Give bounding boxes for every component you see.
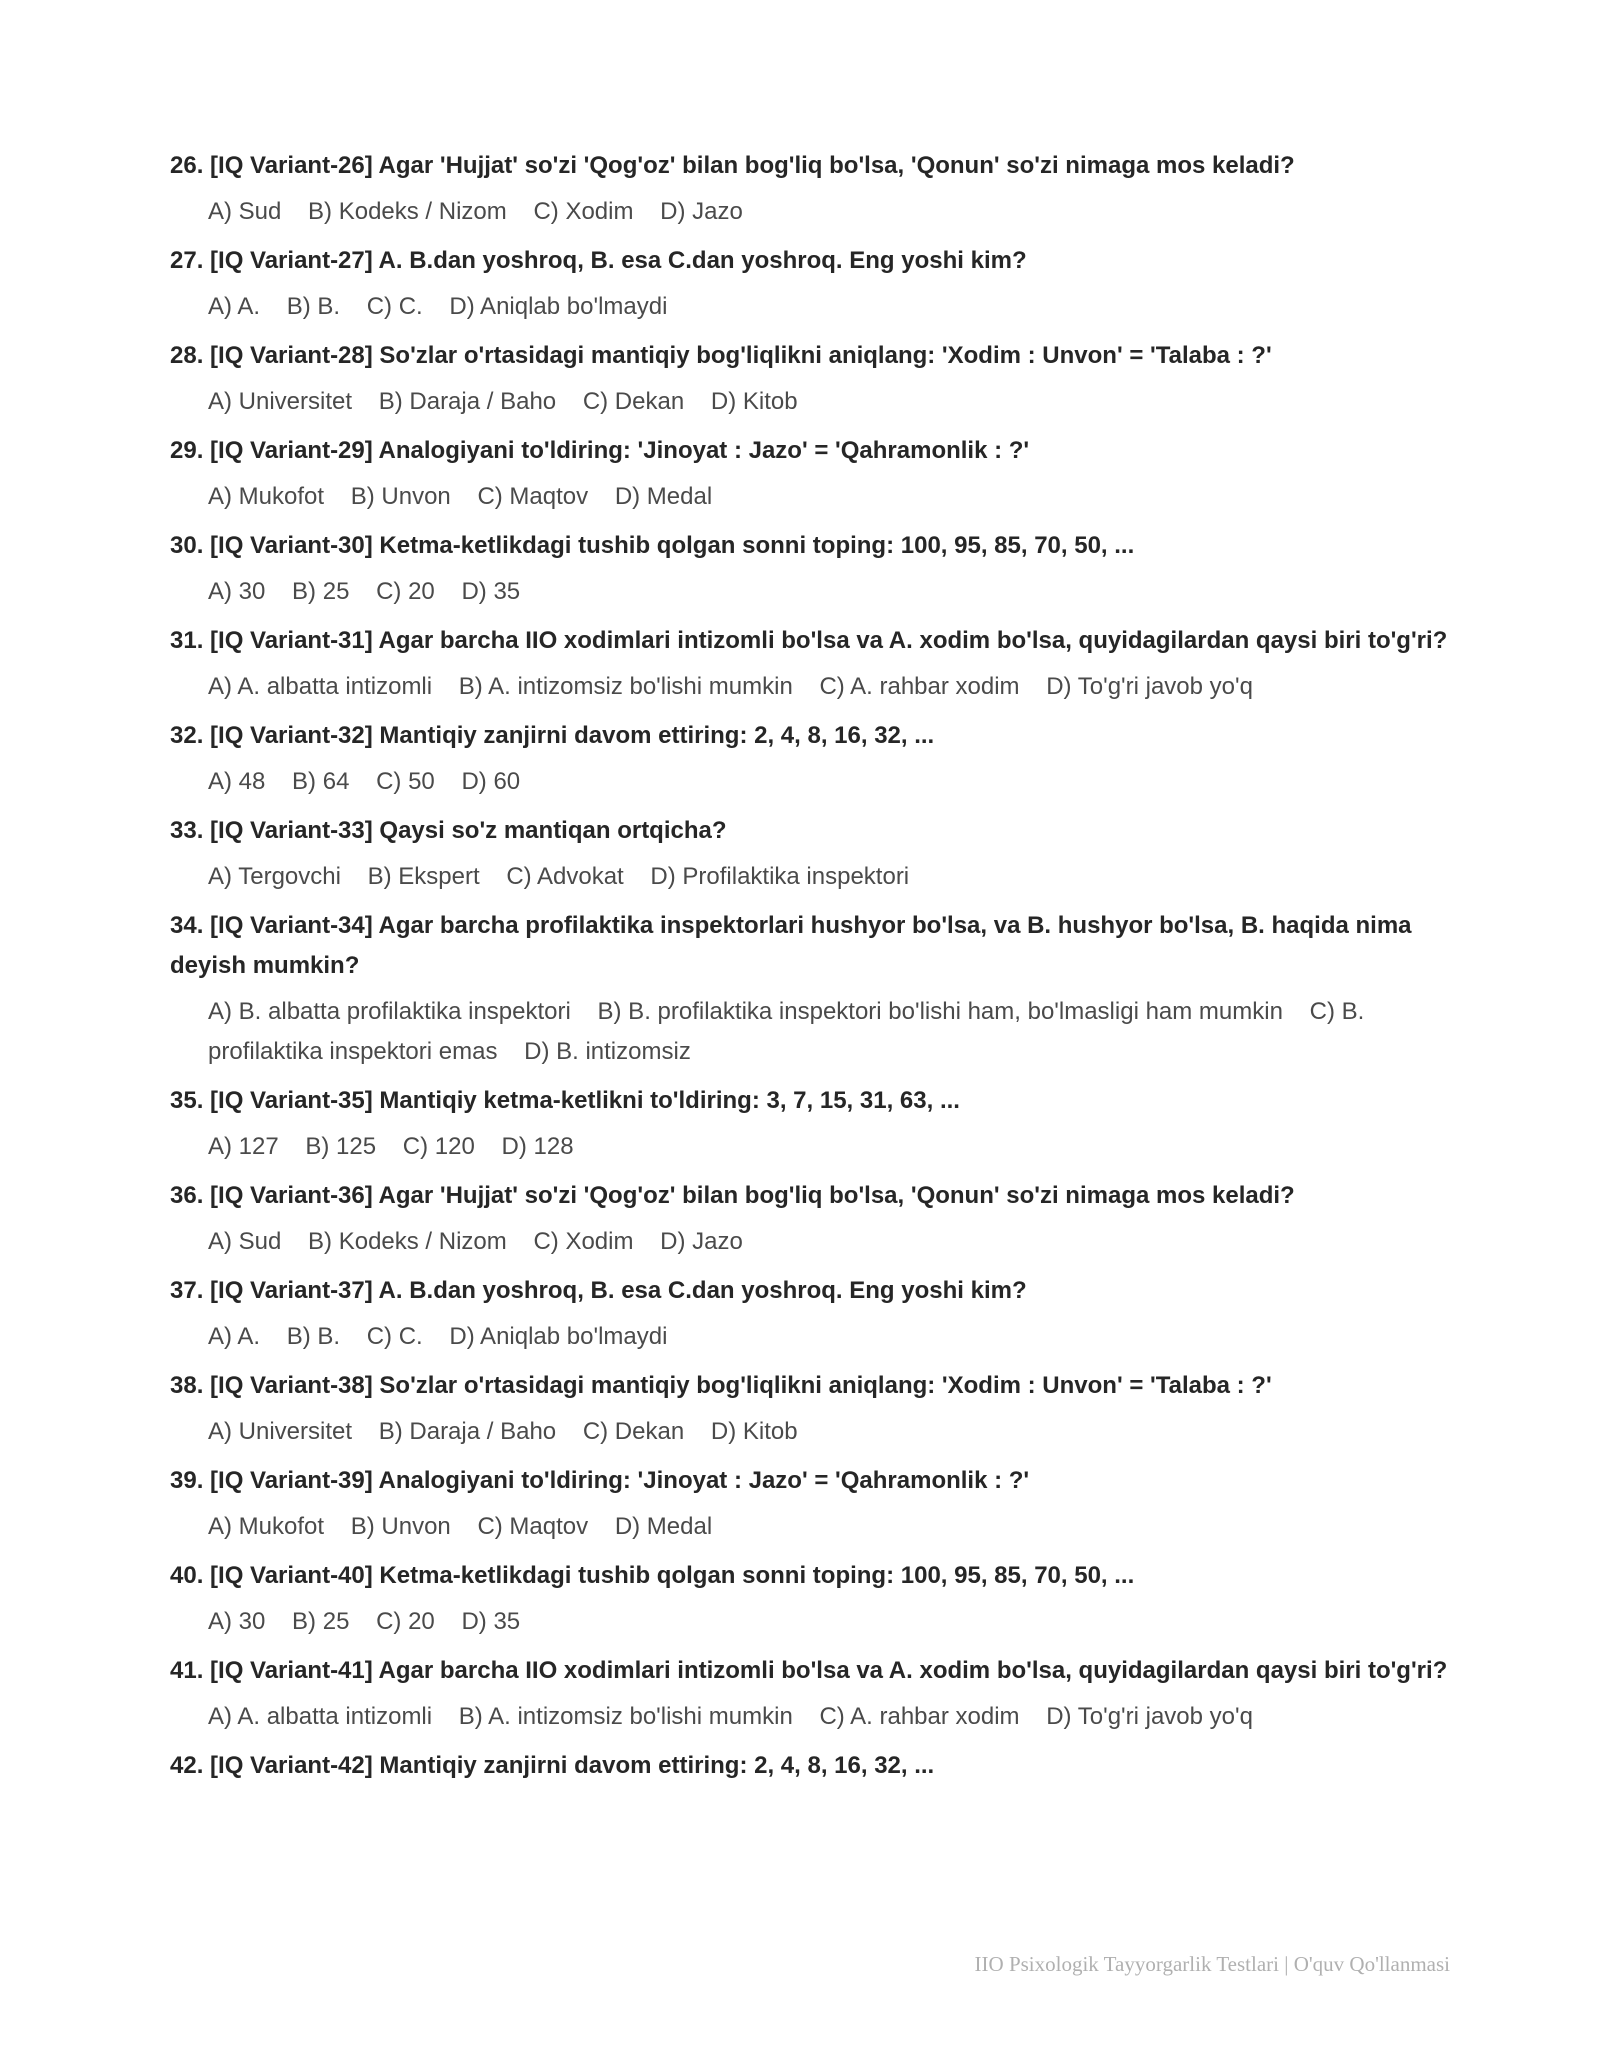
answer-option: A) A. albatta intizomli (208, 673, 433, 700)
question-item (170, 146, 1450, 232)
answer-option: B) 64 (292, 768, 350, 795)
answer-options (208, 1602, 1450, 1642)
question-item (170, 1746, 1450, 1786)
question-text: 37. [IQ Variant-37] A. B.dan yoshroq, B. esa C.dan yoshroq. Eng yoshi kim? (170, 1277, 1027, 1304)
answer-option: C) 50 (376, 768, 435, 795)
answer-option: B) Kodeks / Nizom (308, 1228, 507, 1255)
answer-option: D) Jazo (660, 198, 743, 225)
answer-option: A) 48 (208, 768, 266, 795)
question-item (170, 1271, 1450, 1357)
answer-option: B) Unvon (350, 1513, 451, 1540)
answer-option: C) A. rahbar xodim (819, 1703, 1020, 1730)
answer-option: A) Universitet (208, 388, 353, 415)
question-text: 27. [IQ Variant-27] A. B.dan yoshroq, B. esa C.dan yoshroq. Eng yoshi kim? (170, 247, 1027, 274)
answer-option: B) Ekspert (367, 863, 480, 890)
answer-option: B) 25 (292, 578, 350, 605)
answer-option: C) Maqtov (477, 1513, 589, 1540)
answer-options (208, 1222, 1450, 1262)
question-text: 26. [IQ Variant-26] Agar 'Hujjat' so'zi 'Qog'oz' bilan bog'liq bo'lsa, 'Qonun' so'zi nimaga mos keladi? (170, 152, 1295, 179)
answer-options (208, 192, 1450, 232)
answer-option: D) B. intizomsiz (524, 1038, 691, 1065)
answer-option: D) 128 (501, 1133, 574, 1160)
question-text: 35. [IQ Variant-35] Mantiqiy ketma-ketlikni to'ldiring: 3, 7, 15, 31, 63, ... (170, 1087, 960, 1114)
question-text: 41. [IQ Variant-41] Agar barcha IIO xodimlari intizomli bo'lsa va A. xodim bo'lsa, quyidagilardan qaysi biri to'g'ri? (170, 1657, 1448, 1684)
answer-option: A) Universitet (208, 1418, 353, 1445)
answer-option: D) 35 (461, 1608, 521, 1635)
answer-options (208, 667, 1450, 707)
answer-option: A) 127 (208, 1133, 279, 1160)
answer-option: A) A. (208, 1323, 261, 1350)
answer-option: C) 120 (402, 1133, 475, 1160)
question-text: 38. [IQ Variant-38] So'zlar o'rtasidagi mantiqiy bog'liqlikni aniqlang: 'Xodim : Unvon' = 'Talaba : ?' (170, 1372, 1272, 1399)
answer-options (208, 1317, 1450, 1357)
answer-option: C) Dekan (582, 388, 685, 415)
answer-option: B) B. (286, 1323, 341, 1350)
question-text: 28. [IQ Variant-28] So'zlar o'rtasidagi mantiqiy bog'liqlikni aniqlang: 'Xodim : Unvon' = 'Talaba : ?' (170, 342, 1272, 369)
question-text: 30. [IQ Variant-30] Ketma-ketlikdagi tushib qolgan sonni toping: 100, 95, 85, 70, 50, ... (170, 532, 1135, 559)
question-item (170, 336, 1450, 422)
answer-option: B) 25 (292, 1608, 350, 1635)
answer-options (208, 477, 1450, 517)
question-item (170, 811, 1450, 897)
answer-options (208, 1697, 1450, 1737)
answer-options (208, 382, 1450, 422)
question-item (170, 621, 1450, 707)
answer-option: A) B. albatta profilaktika inspektori (208, 998, 571, 1025)
answer-option: C) 20 (376, 1608, 435, 1635)
answer-option: C) Xodim (533, 198, 634, 225)
page-footer: IIO Psixologik Tayyorgarlik Testlari | O'quv Qo'llanmasi (974, 1952, 1450, 1976)
answer-option: A) 30 (208, 1608, 266, 1635)
question-text: 42. [IQ Variant-42] Mantiqiy zanjirni davom ettiring: 2, 4, 8, 16, 32, ... (170, 1752, 935, 1779)
answer-option: D) To'g'ri javob yo'q (1046, 1703, 1253, 1730)
question-item (170, 1461, 1450, 1547)
question-item (170, 1366, 1450, 1452)
question-text: 36. [IQ Variant-36] Agar 'Hujjat' so'zi 'Qog'oz' bilan bog'liq bo'lsa, 'Qonun' so'zi nimaga mos keladi? (170, 1182, 1295, 1209)
answer-option: B) B. (286, 293, 341, 320)
answer-option: D) To'g'ri javob yo'q (1046, 673, 1253, 700)
question-text: 40. [IQ Variant-40] Ketma-ketlikdagi tushib qolgan sonni toping: 100, 95, 85, 70, 50, ... (170, 1562, 1135, 1589)
answer-option: D) 60 (461, 768, 521, 795)
answer-option: B) Unvon (350, 483, 451, 510)
question-item (170, 716, 1450, 802)
answer-options (208, 992, 1450, 1072)
answer-option: D) Kitob (710, 388, 798, 415)
question-item (170, 1081, 1450, 1167)
answer-option: D) Jazo (660, 1228, 743, 1255)
question-item (170, 906, 1450, 1072)
answer-option: C) A. rahbar xodim (819, 673, 1020, 700)
answer-option: A) Mukofot (208, 1513, 325, 1540)
question-text: 32. [IQ Variant-32] Mantiqiy zanjirni davom ettiring: 2, 4, 8, 16, 32, ... (170, 722, 935, 749)
answer-options (208, 287, 1450, 327)
answer-option: D) Profilaktika inspektori (650, 863, 910, 890)
answer-option: B) A. intizomsiz bo'lishi mumkin (458, 1703, 793, 1730)
answer-option: D) Aniqlab bo'lmaydi (449, 293, 668, 320)
answer-option: B) Daraja / Baho (378, 1418, 557, 1445)
answer-option: B) 125 (305, 1133, 377, 1160)
question-item (170, 1556, 1450, 1642)
answer-option: C) C. (366, 293, 423, 320)
answer-option: C) Dekan (582, 1418, 685, 1445)
answer-option: C) C. (366, 1323, 423, 1350)
answer-option: A) Sud (208, 1228, 282, 1255)
question-item (170, 431, 1450, 517)
answer-option: A) Tergovchi (208, 863, 341, 890)
question-item (170, 526, 1450, 612)
answer-option: B) Kodeks / Nizom (308, 198, 507, 225)
answer-options (208, 572, 1450, 612)
answer-option: B) A. intizomsiz bo'lishi mumkin (458, 673, 793, 700)
answer-option: A) A. albatta intizomli (208, 1703, 433, 1730)
answer-option: C) 20 (376, 578, 435, 605)
answer-option: A) A. (208, 293, 261, 320)
question-item (170, 1651, 1450, 1737)
answer-option: C) Xodim (533, 1228, 634, 1255)
answer-options (208, 1507, 1450, 1547)
answer-option: C) B. profilaktika inspektori emas (208, 998, 1365, 1065)
answer-option: B) Daraja / Baho (378, 388, 557, 415)
question-text: 29. [IQ Variant-29] Analogiyani to'ldiring: 'Jinoyat : Jazo' = 'Qahramonlik : ?' (170, 437, 1030, 464)
question-text: 34. [IQ Variant-34] Agar barcha profilaktika inspektorlari hushyor bo'lsa, va B. hushyor bo'lsa, B. haqida nima deyish mumkin? (170, 912, 1412, 979)
answer-options (208, 857, 1450, 897)
question-list (170, 146, 1450, 1795)
answer-option: C) Maqtov (477, 483, 589, 510)
question-item (170, 1176, 1450, 1262)
answer-option: A) 30 (208, 578, 266, 605)
answer-option: A) Mukofot (208, 483, 325, 510)
question-text: 39. [IQ Variant-39] Analogiyani to'ldiring: 'Jinoyat : Jazo' = 'Qahramonlik : ?' (170, 1467, 1030, 1494)
question-text: 33. [IQ Variant-33] Qaysi so'z mantiqan ortqicha? (170, 817, 727, 844)
question-item (170, 241, 1450, 327)
answer-option: C) Advokat (506, 863, 624, 890)
answer-options (208, 1127, 1450, 1167)
answer-option: A) Sud (208, 198, 282, 225)
answer-options (208, 762, 1450, 802)
answer-option: D) Kitob (710, 1418, 798, 1445)
answer-option: D) Medal (614, 483, 713, 510)
answer-options (208, 1412, 1450, 1452)
answer-option: D) 35 (461, 578, 521, 605)
answer-option: D) Aniqlab bo'lmaydi (449, 1323, 668, 1350)
answer-option: B) B. profilaktika inspektori bo'lishi ham, bo'lmasligi ham mumkin (597, 998, 1283, 1025)
answer-option: D) Medal (614, 1513, 713, 1540)
question-text: 31. [IQ Variant-31] Agar barcha IIO xodimlari intizomli bo'lsa va A. xodim bo'lsa, quyidagilardan qaysi biri to'g'ri? (170, 627, 1448, 654)
